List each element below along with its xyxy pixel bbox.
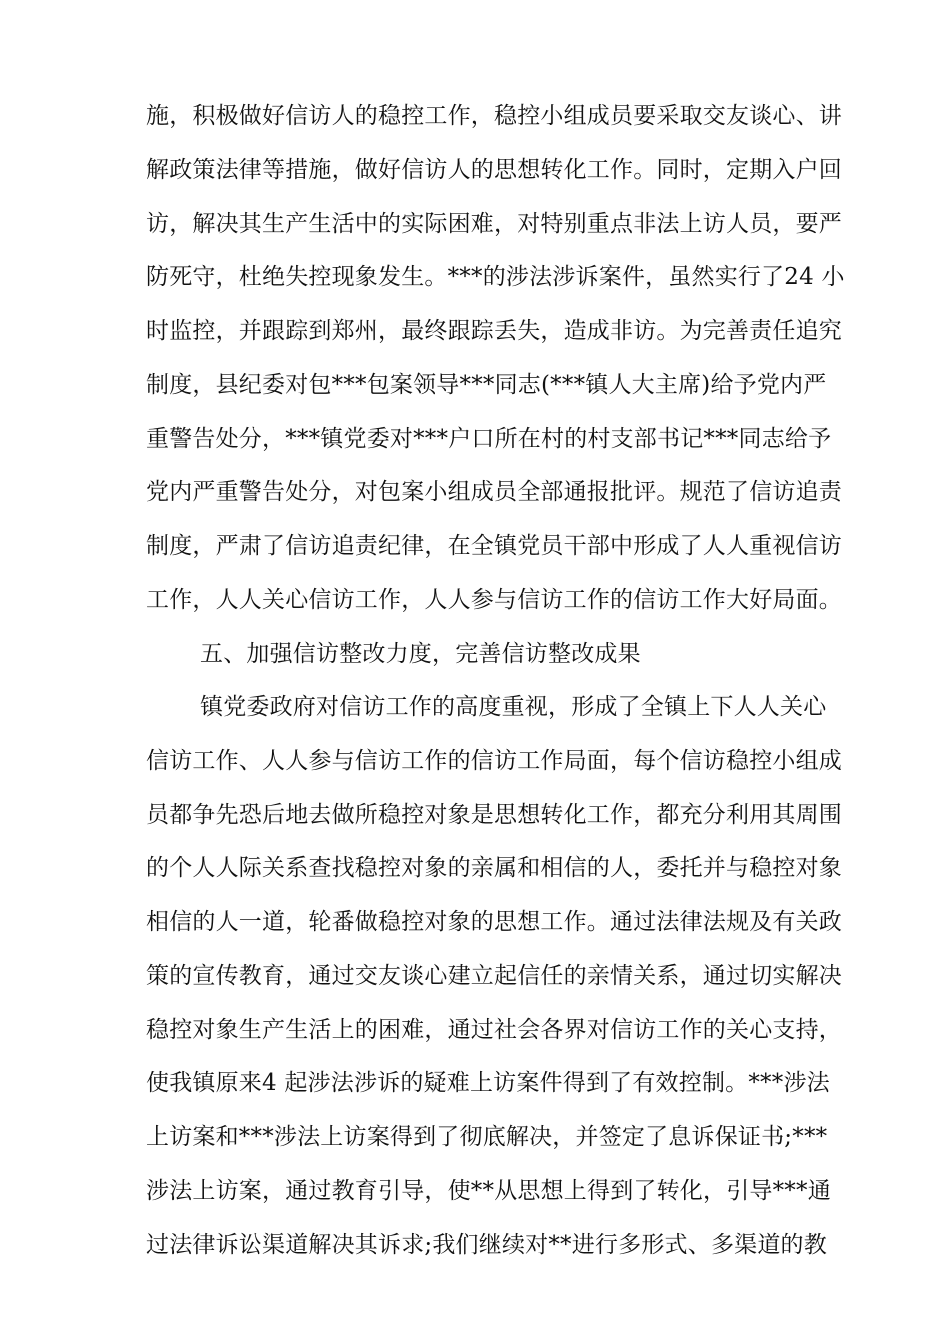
paragraph-line: 党内严重警告处分，对包案小组成员全部通报批评。规范了信访追责 xyxy=(146,479,842,505)
paragraph-line: 访，解决其生产生活中的实际困难，对特别重点非法上访人员，要严 xyxy=(146,211,842,237)
paragraph-line: 相信的人一道，轮番做稳控对象的思想工作。通过法律法规及有关政 xyxy=(146,909,842,935)
paragraph-line: 重警告处分，***镇党委对***户口所在村的村支部书记***同志给予 xyxy=(146,426,832,452)
paragraph-line: 策的宣传教育，通过交友谈心建立起信任的亲情关系，通过切实解决 xyxy=(146,963,842,989)
paragraph-line: 施，积极做好信访人的稳控工作，稳控小组成员要采取交友谈心、讲 xyxy=(146,103,842,129)
paragraph-line: 上访案和***涉法上访案得到了彻底解决，并签定了息诉保证书;*** xyxy=(146,1124,828,1150)
paragraph-line: 员都争先恐后地去做所稳控对象是思想转化工作，都充分利用其周围 xyxy=(146,802,842,828)
paragraph-line: 涉法上访案，通过教育引导，使**从思想上得到了转化，引导***通 xyxy=(146,1178,831,1204)
paragraph-line: 的个人人际关系查找稳控对象的亲属和相信的人，委托并与稳控对象 xyxy=(146,855,842,881)
paragraph-line: 制度，县纪委对包***包案领导***同志(***镇人大主席)给予党内严 xyxy=(146,372,827,398)
paragraph-line: 使我镇原来4 起涉法涉诉的疑难上访案件得到了有效控制。***涉法 xyxy=(146,1070,830,1096)
paragraph-line: 信访工作、人人参与信访工作的信访工作局面，每个信访稳控小组成 xyxy=(146,748,842,774)
section-heading: 五、加强信访整改力度，完善信访整改成果 xyxy=(200,641,641,667)
paragraph-line: 时监控，并跟踪到郑州，最终跟踪丢失，造成非访。为完善责任追究 xyxy=(146,318,842,344)
paragraph-line: 解政策法律等措施，做好信访人的思想转化工作。同时，定期入户回 xyxy=(146,157,842,183)
paragraph-line: 制度，严肃了信访追责纪律，在全镇党员干部中形成了人人重视信访 xyxy=(146,533,842,559)
paragraph-line: 防死守，杜绝失控现象发生。***的涉法涉诉案件，虽然实行了24 小 xyxy=(146,264,845,290)
paragraph-line: 镇党委政府对信访工作的高度重视，形成了全镇上下人人关心 xyxy=(200,694,827,720)
paragraph-line: 过法律诉讼渠道解决其诉求;我们继续对**进行多形式、多渠道的教 xyxy=(146,1232,827,1258)
paragraph-line: 工作，人人关心信访工作，人人参与信访工作的信访工作大好局面。 xyxy=(146,587,842,613)
paragraph-line: 稳控对象生产生活上的困难，通过社会各界对信访工作的关心支持， xyxy=(146,1017,842,1043)
